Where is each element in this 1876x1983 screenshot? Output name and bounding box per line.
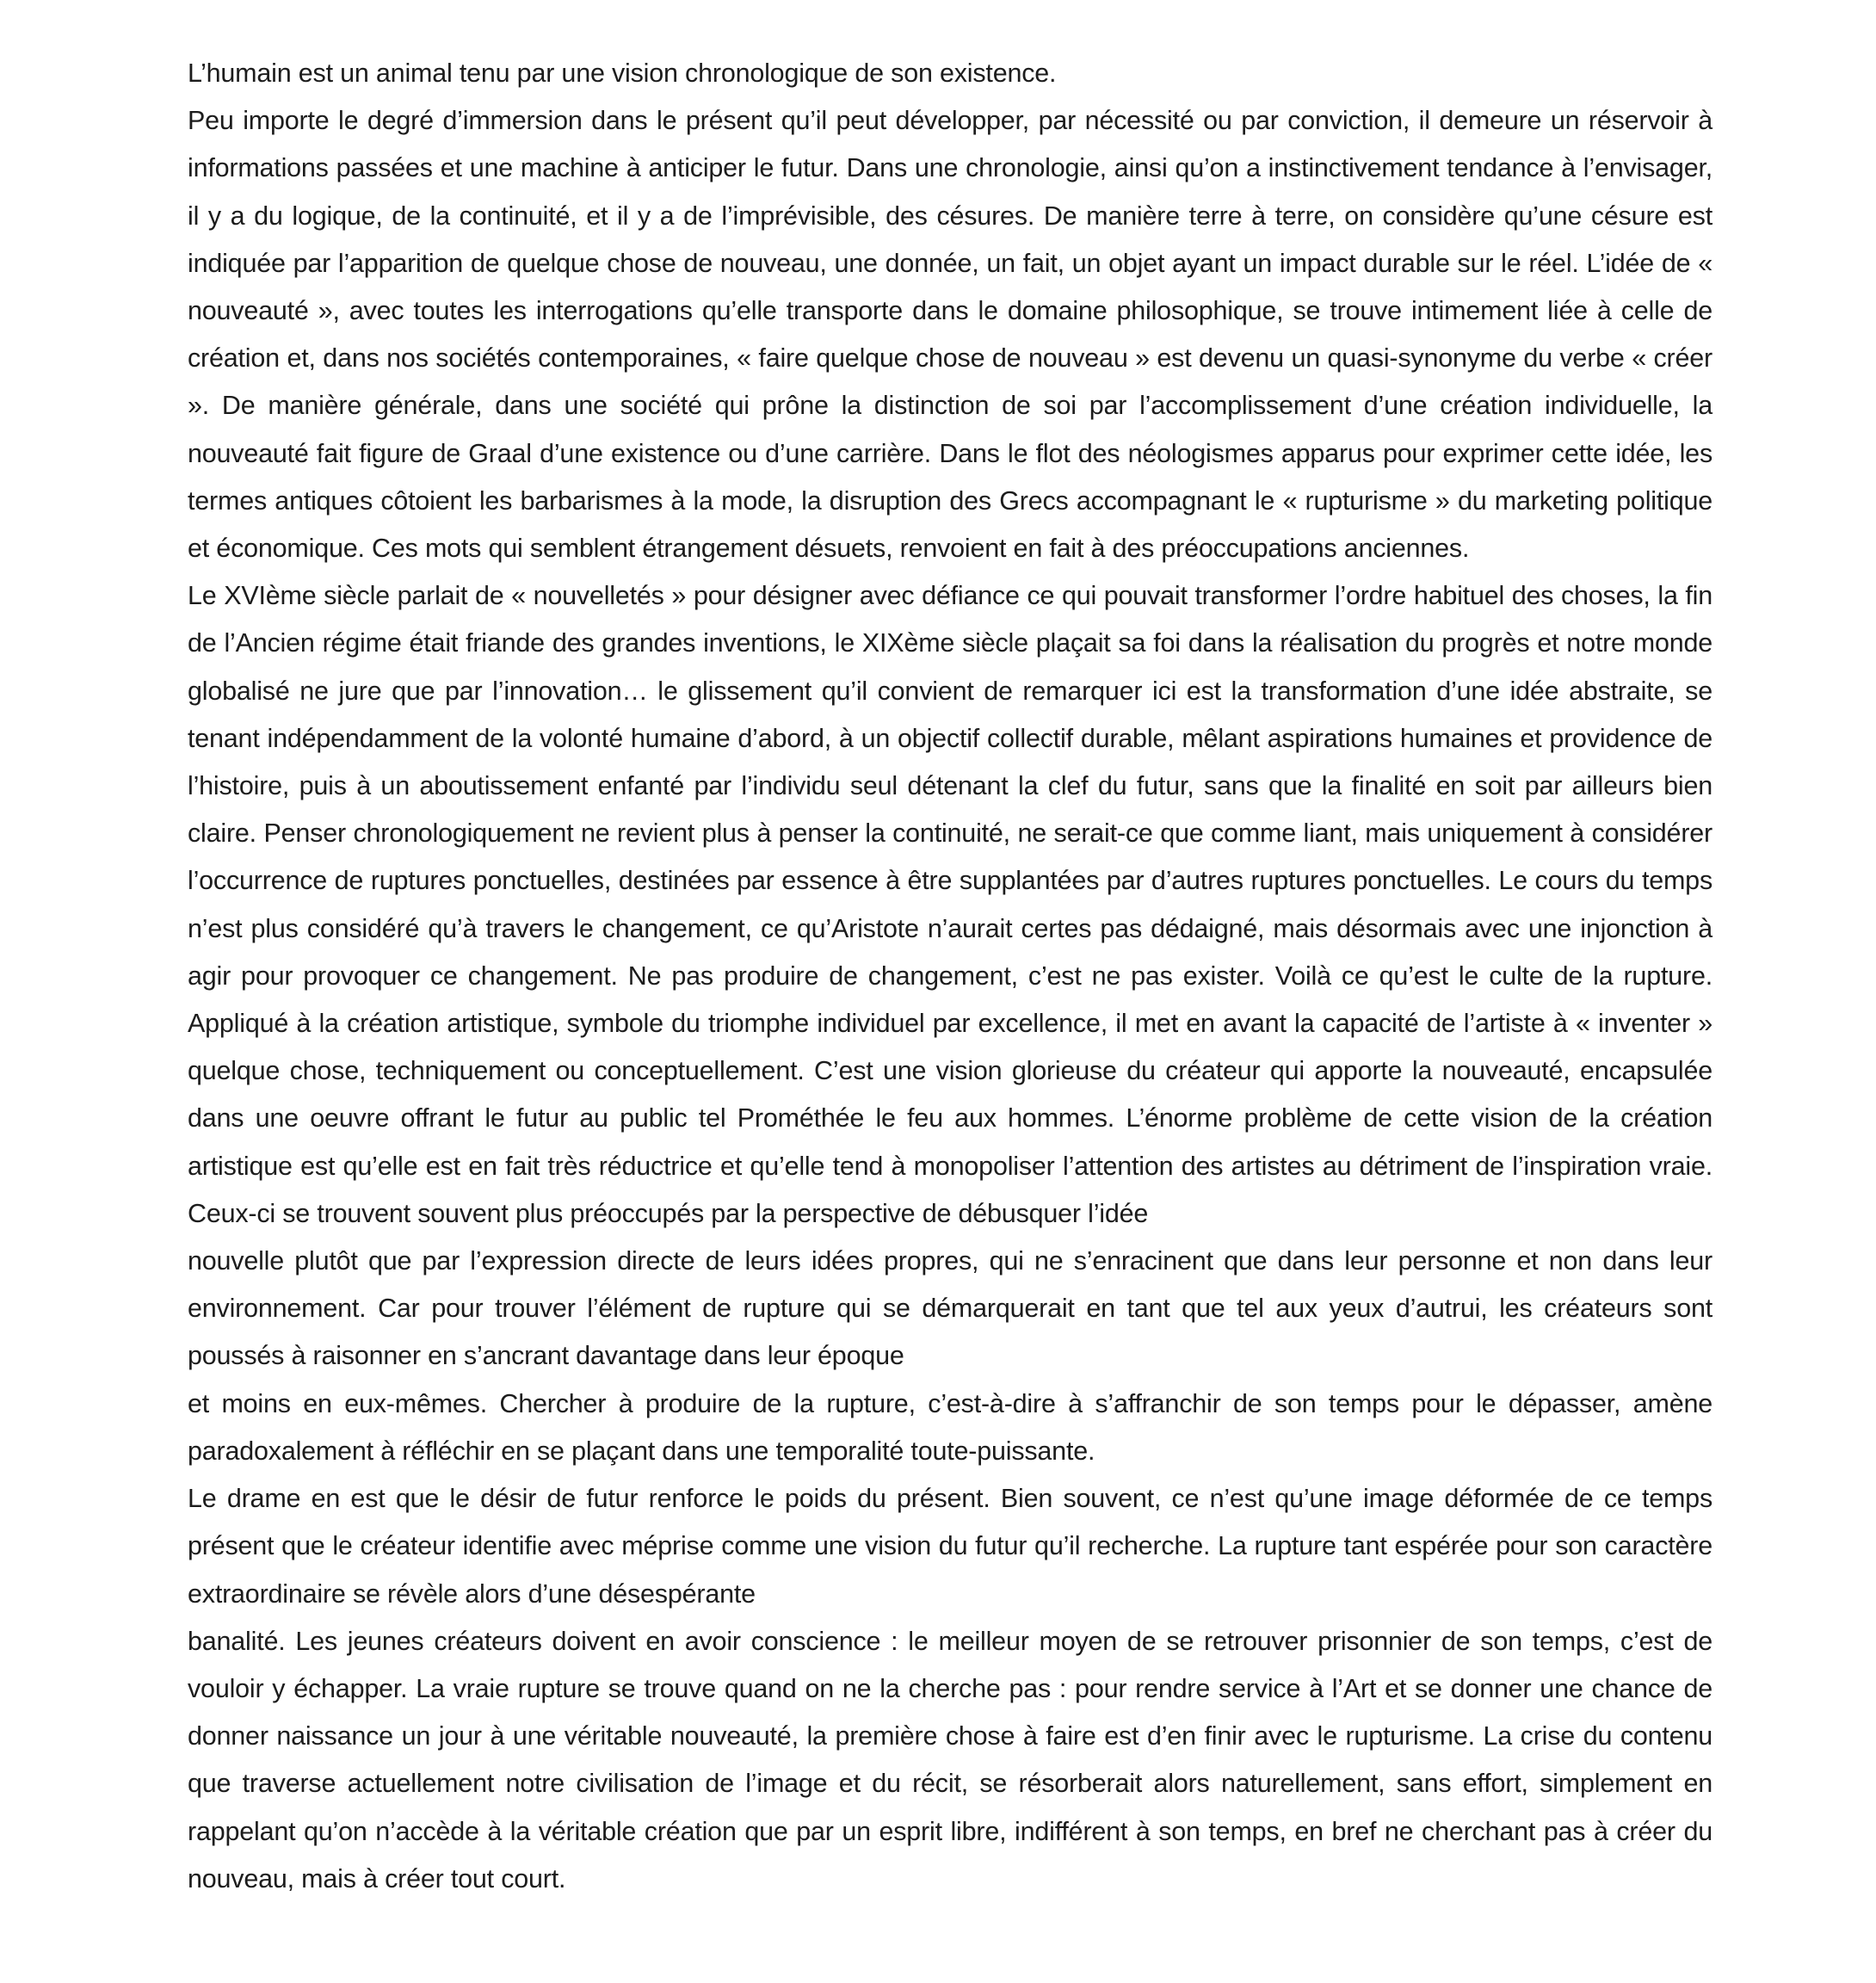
paragraph-6: Le drame en est que le désir de futur renforce le poids du présent. Bien souvent, ce n’est qu’une image déformée de ce temps présent que le créateur identifie avec méprise comme une vision du futur qu’il recherche. La rupture tant espérée pour son caractère extraordinaire se révèle alors d’une désespérante: [188, 1484, 1712, 1609]
paragraph-1: L’humain est un animal tenu par une vision chronologique de son existence.: [188, 59, 1057, 88]
paragraph-2: Peu importe le degré d’immersion dans le présent qu’il peut développer, par nécessité ou par conviction, il demeure un réservoir à informations passées et une machine à anticiper le futur. Dans une chronologie, ainsi qu’on a instinctivement tendance à l’envisager, il y a du logique, de la continuité, et il y a de l’imprévisible, des césures. De manière terre à terre, on considère qu’une césure est indiquée par l’apparition de quelque chose de nouveau, une donnée, un fait, un objet ayant un impact durable sur le réel. L’idée de « nouveauté », avec toutes les interrogations qu’elle transporte dans le domaine philosophique, se trouve intimement liée à celle de création et, dans nos sociétés contemporaines, « faire quelque chose de nouveau » est devenu un quasi-synonyme du verbe « créer ». De manière générale, dans une société qui prône la distinction de soi par l’accomplissement d’une création individuelle, la nouveauté fait figure de Graal d’une existence ou d’une carrière. Dans le flot des néologismes apparus pour exprimer cette idée, les termes antiques côtoient les barbarismes à la mode, la disruption des Grecs accompagnant le « rupturisme » du marketing politique et économique. Ces mots qui semblent étrangement désuets, renvoient en fait à des préoccupations anciennes.: [188, 106, 1712, 564]
document-body: [188, 50, 1712, 1903]
paragraph-3: Le XVIème siècle parlait de « nouvelletés » pour désigner avec défiance ce qui pouvait transformer l’ordre habituel des choses, la fin de l’Ancien régime était friande des grandes inventions, le XIXème siècle plaçait sa foi dans la réalisation du progrès et notre monde globalisé ne jure que par l’innovation… le glissement qu’il convient de remarquer ici est la transformation d’une idée abstraite, se tenant indépendamment de la volonté humaine d’abord, à un objectif collectif durable, mêlant aspirations humaines et providence de l’histoire, puis à un aboutissement enfanté par l’individu seul détenant la clef du futur, sans que la finalité en soit par ailleurs bien claire. Penser chronologiquement ne revient plus à penser la continuité, ne serait-ce que comme liant, mais uniquement à considérer l’occurrence de ruptures ponctuelles, destinées par essence à être supplantées par d’autres ruptures ponctuelles. Le cours du temps n’est plus considéré qu’à travers le changement, ce qu’Aristote n’aurait certes pas dédaigné, mais désormais avec une injonction à agir pour provoquer ce changement. Ne pas produire de changement, c’est ne pas exister. Voilà ce qu’est le culte de la rupture. Appliqué à la création artistique, symbole du triomphe individuel par excellence, il met en avant la capacité de l’artiste à « inventer » quelque chose, techniquement ou conceptuellement. C’est une vision glorieuse du créateur qui apporte la nouveauté, encapsulée dans une oeuvre offrant le futur au public tel Prométhée le feu aux hommes. L’énorme problème de cette vision de la création artistique est qu’elle est en fait très réductrice et qu’elle tend à monopoliser l’attention des artistes au détriment de l’inspiration vraie. Ceux-ci se trouvent souvent plus préoccupés par la perspective de débusquer l’idée: [188, 581, 1712, 1228]
paragraph-5: et moins en eux-mêmes. Chercher à produire de la rupture, c’est-à-dire à s’affranchir de son temps pour le dépasser, amène paradoxalement à réfléchir en se plaçant dans une temporalité toute-puissante.: [188, 1388, 1712, 1466]
paragraph-7: banalité. Les jeunes créateurs doivent en avoir conscience : le meilleur moyen de se retrouver prisonnier de son temps, c’est de vouloir y échapper. La vraie rupture se trouve quand on ne la cherche pas : pour rendre service à l’Art et se donner une chance de donner naissance un jour à une véritable nouveauté, la première chose à faire est d’en finir avec le rupturisme. La crise du contenu que traverse actuellement notre civilisation de l’image et du récit, se résorberait alors naturellement, sans effort, simplement en rappelant qu’on n’accède à la véritable création que par un esprit libre, indifférent à son temps, en bref ne cherchant pas à créer du nouveau, mais à créer tout court.: [188, 1626, 1712, 1893]
paragraph-4: nouvelle plutôt que par l’expression directe de leurs idées propres, qui ne s’enracinent que dans leur personne et non dans leur environnement. Car pour trouver l’élément de rupture qui se démarquerait en tant que tel aux yeux d’autrui, les créateurs sont poussés à raisonner en s’ancrant davantage dans leur époque: [188, 1246, 1712, 1371]
